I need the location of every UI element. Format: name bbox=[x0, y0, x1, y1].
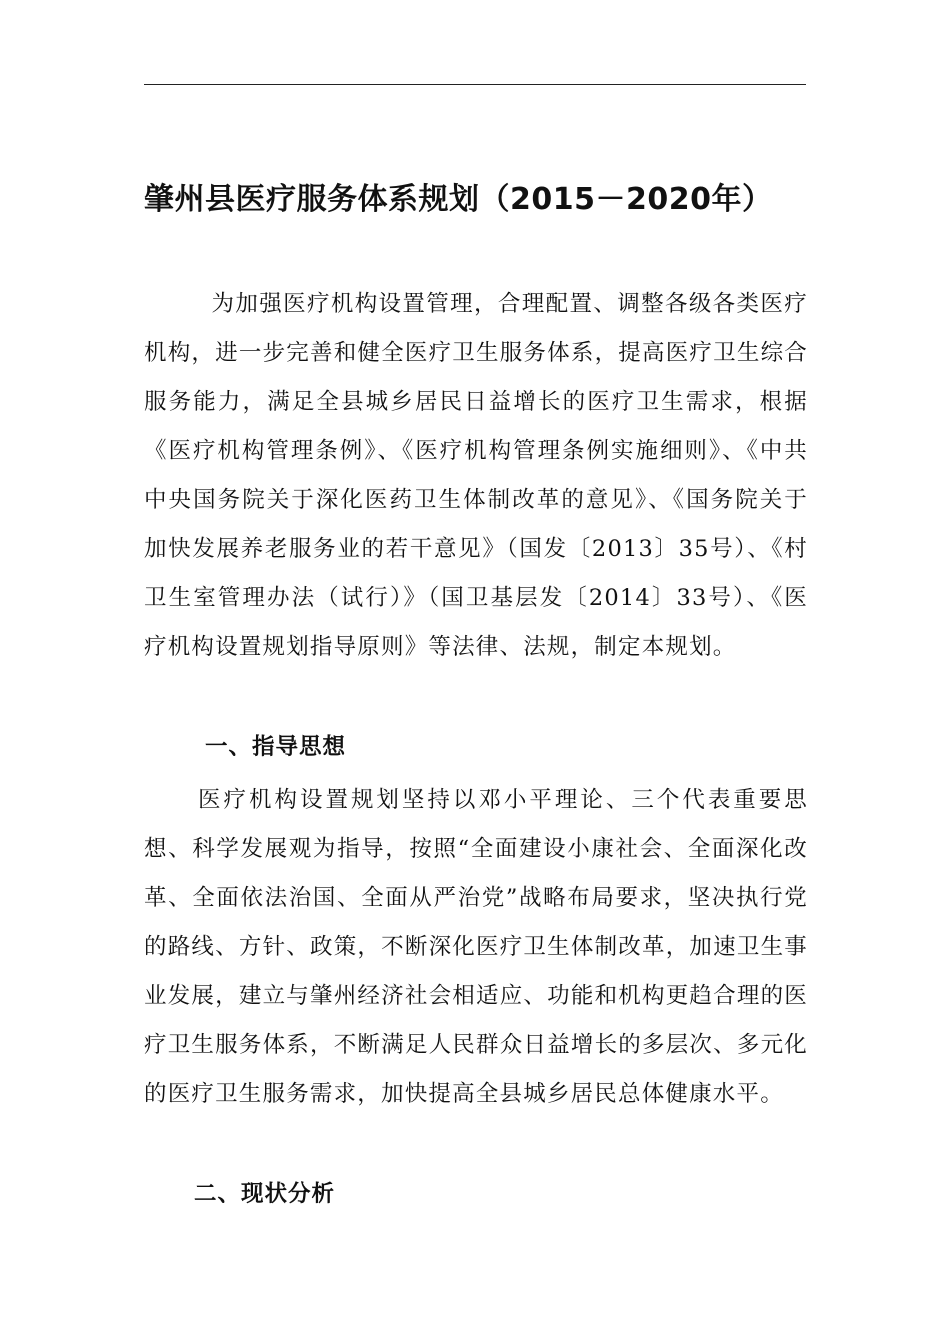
document-title: 肇州县医疗服务体系规划（2015－2020年） bbox=[144, 182, 773, 217]
section-heading-status-analysis: 二、现状分析 bbox=[194, 1181, 336, 1207]
intro-paragraph: 为加强医疗机构设置管理，合理配置、调整各级各类医疗机构，进一步完善和健全医疗卫生服务体系，提高医疗卫生综合服务能力，满足全县城乡居民日益增长的医疗卫生需求，根据《医疗机构管理条例》、《医疗机构管理条例实施细则》、《中共中央国务院关于深化医药卫生体制改革的意见》、《国务院关于加快发展养老服务业的若干意见》（国发〔2013〕35号）、《村卫生室管理办法（试行）》（国卫基层发〔2014〕33号）、《医疗机构设置规划指导原则》等法律、法规，制定本规划。 bbox=[144, 291, 808, 660]
section-heading-guiding-thought: 一、指导思想 bbox=[205, 734, 347, 760]
header-rule bbox=[144, 84, 806, 85]
section-body-guiding-thought: 医疗机构设置规划坚持以邓小平理论、三个代表重要思想、科学发展观为指导，按照“全面建设小康社会、全面深化改革、全面依法治国、全面从严治党”战略布局要求，坚决执行党的路线、方针、政策，不断深化医疗卫生体制改革，加速卫生事业发展，建立与肇州经济社会相适应、功能和机构更趋合理的医疗卫生服务体系，不断满足人民群众日益增长的多层次、多元化的医疗卫生服务需求，加快提高全县城乡居民总体健康水平。 bbox=[144, 787, 808, 1107]
